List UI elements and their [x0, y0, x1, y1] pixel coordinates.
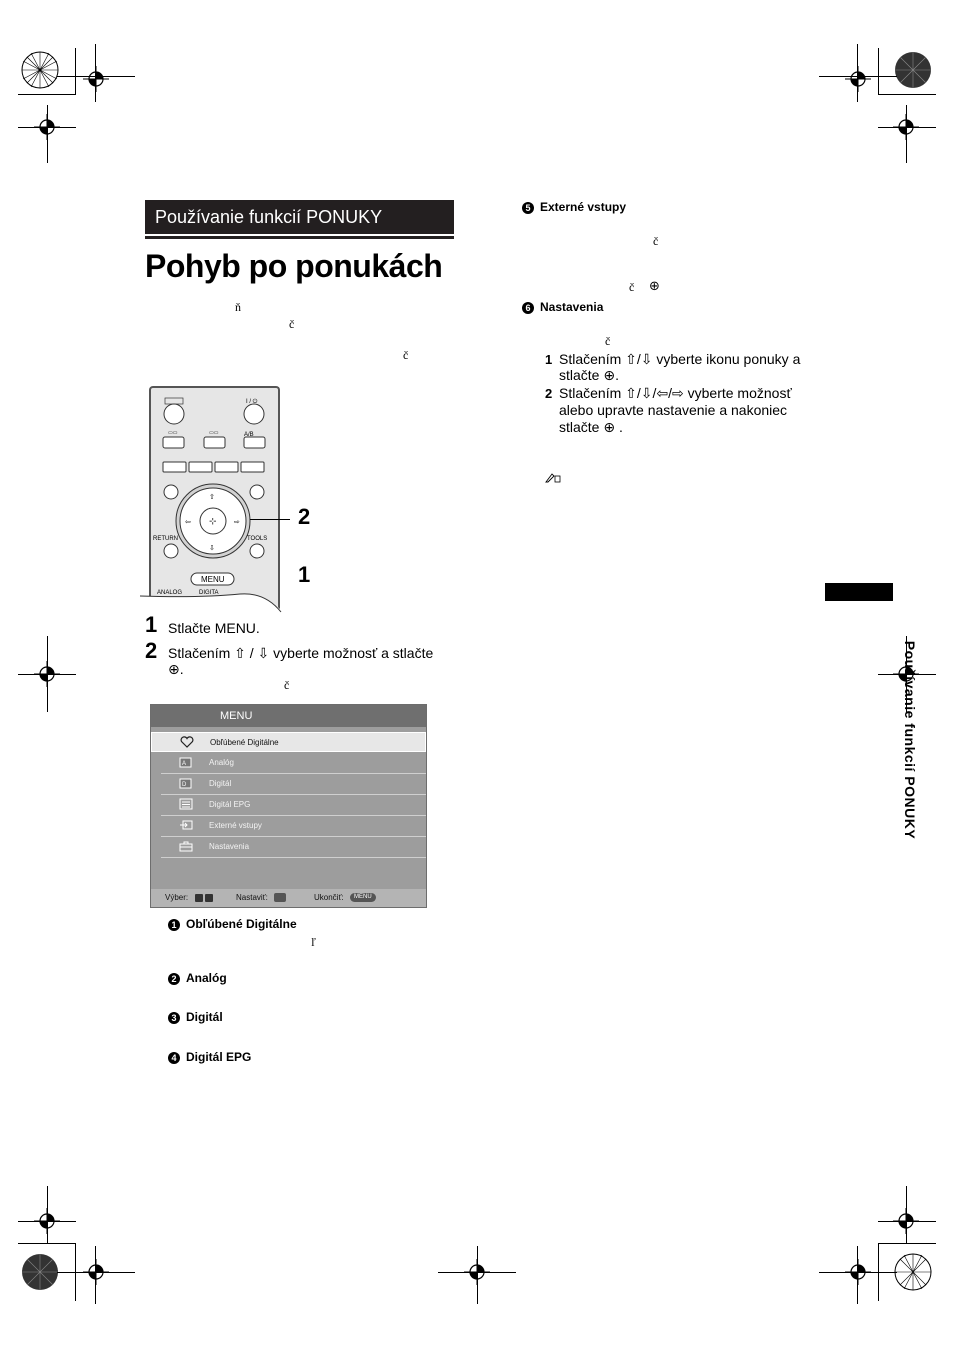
text-fragment: č — [284, 678, 290, 692]
starburst-mark — [893, 50, 933, 90]
menu-screen-header — [151, 705, 426, 727]
text-fragment: č — [629, 280, 635, 294]
svg-text:⇦: ⇦ — [185, 519, 191, 526]
callout-line — [250, 519, 290, 520]
note-pencil-icon — [545, 471, 561, 483]
page-title: Pohyb po ponukách — [145, 248, 443, 284]
svg-text:⇨: ⇨ — [234, 519, 240, 526]
step-text: Stlačením ⇧/⇩ vyberte ikonu ponuky a — [559, 351, 801, 367]
svg-text:▭▭: ▭▭ — [168, 430, 178, 436]
menu-item-heading: 5 Externé vstupy — [522, 200, 626, 214]
down-arrow-icon — [205, 894, 213, 902]
digital-icon — [179, 777, 193, 789]
crosshair-mark — [83, 66, 109, 92]
av-label: A/B — [244, 432, 254, 438]
crosshair-mark — [845, 66, 871, 92]
menu-item[interactable]: A Analóg — [151, 753, 426, 773]
starburst-mark — [20, 50, 60, 90]
svg-text:▭▭: ▭▭ — [209, 430, 219, 436]
step-text: Stlačením ⇧/⇩/⇦/⇨ vyberte možnosť — [559, 385, 792, 401]
menu-item[interactable]: Obľúbené Digitálne — [151, 732, 426, 752]
text-fragment: č — [403, 348, 409, 362]
step-text: Stlačením ⇧ / ⇩ vyberte možnosť a stlačte — [168, 645, 434, 661]
step-number: 1 — [145, 612, 158, 637]
step-number: 1 — [545, 352, 553, 367]
menu-item[interactable]: Externé vstupy — [151, 816, 426, 836]
toolbox-icon — [179, 840, 193, 852]
step-text: Stlačte MENU. — [168, 620, 260, 636]
epg-icon — [179, 798, 193, 810]
starburst-mark — [20, 1252, 60, 1292]
menu-item[interactable]: Digitál EPG — [151, 795, 426, 815]
step-text: alebo upravte nastavenie a nakoniec — [559, 402, 788, 418]
menu-item-heading: 2 Analóg — [168, 971, 227, 985]
analog-label: ANALOG — [157, 590, 183, 596]
heart-icon — [180, 736, 194, 748]
menu-item-heading: 4 Digitál EPG — [168, 1050, 251, 1064]
digital-label: DIGITA — [199, 590, 219, 596]
side-tab-marker — [825, 583, 893, 601]
step-text: ⊕. — [168, 661, 184, 677]
callout-1: 1 — [298, 562, 311, 587]
footer-set-label: Nastaviť: — [236, 893, 268, 902]
analog-icon — [179, 756, 193, 768]
text-fragment: č — [605, 334, 611, 348]
text-fragment: č — [653, 234, 659, 248]
enter-button-icon: ⊕ — [649, 278, 660, 293]
footer-exit-label: Ukončiť: — [314, 893, 344, 902]
text-fragment: č — [289, 317, 295, 331]
svg-text:D: D — [182, 782, 187, 788]
menu-screen — [150, 704, 427, 908]
up-arrow-icon — [195, 894, 203, 902]
menu-item[interactable]: D Digitál — [151, 774, 426, 794]
svg-text:A: A — [182, 761, 187, 767]
tools-label: TOOLS — [247, 536, 268, 542]
step-number: 2 — [545, 386, 553, 401]
enter-icon — [274, 893, 286, 902]
step-text: stlačte ⊕. — [559, 367, 619, 383]
text-fragment: ľ — [311, 935, 316, 949]
callout-2: 2 — [298, 504, 311, 529]
menu-chip: MENU — [350, 893, 376, 902]
menu-item-heading: 3 Digitál — [168, 1010, 223, 1024]
section-header: Používanie funkcií PONUKY — [145, 200, 454, 234]
return-label: RETURN — [153, 536, 178, 542]
text-fragment: ň — [235, 300, 241, 314]
menu-button-label: MENU — [201, 575, 225, 584]
footer-select-label: Výber: — [165, 893, 189, 902]
step-number: 2 — [145, 638, 158, 663]
step-text: stlačte ⊕ . — [559, 419, 623, 435]
svg-text:⇧: ⇧ — [209, 494, 215, 501]
external-input-icon — [179, 819, 193, 831]
menu-item-heading: 1 Obľúbené Digitálne — [168, 917, 297, 931]
side-section-label: Používanie funkcií PONUKY — [902, 640, 918, 840]
menu-screen-title: MENU — [220, 710, 253, 722]
menu-item[interactable]: Nastavenia — [151, 837, 426, 857]
svg-text:⇩: ⇩ — [209, 545, 215, 552]
section-rule — [145, 236, 454, 239]
menu-screen-footer — [151, 889, 426, 907]
remote-cut-edge — [140, 580, 290, 620]
menu-item-heading: 6 Nastavenia — [522, 300, 603, 314]
svg-text:I / ⏻: I / ⏻ — [246, 399, 258, 405]
svg-text:⊹: ⊹ — [209, 516, 217, 526]
starburst-mark — [893, 1252, 933, 1292]
